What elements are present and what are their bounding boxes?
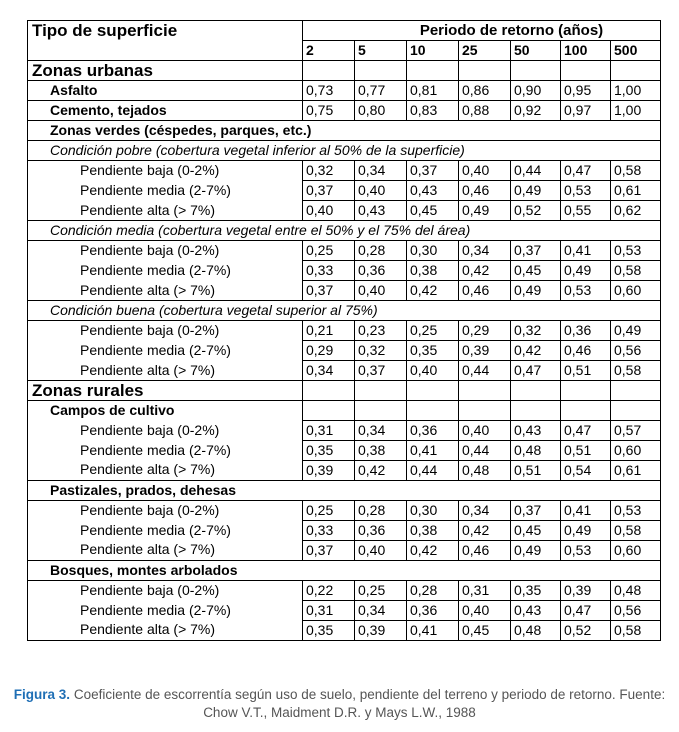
value-cell: 0,41 xyxy=(407,620,459,640)
row-label: Pendiente media (2-7%) xyxy=(28,600,303,620)
value-cell xyxy=(303,61,355,81)
row-label: Pastizales, prados, dehesas xyxy=(28,480,661,500)
row-label: Pendiente media (2-7%) xyxy=(28,440,303,460)
value-cell xyxy=(407,61,459,81)
header-row xyxy=(28,21,661,41)
value-cell: 0,35 xyxy=(407,341,459,361)
value-cell: 0,35 xyxy=(303,620,355,640)
table-row xyxy=(28,500,661,520)
value-cell: 0,48 xyxy=(511,620,561,640)
row-label: Pendiente alta (> 7%) xyxy=(28,201,303,221)
row-label: Asfalto xyxy=(28,81,303,101)
group-row xyxy=(28,221,661,241)
value-cell: 0,23 xyxy=(355,321,407,341)
zone-row xyxy=(28,61,661,81)
value-cell: 0,37 xyxy=(407,161,459,181)
row-label: Condición media (cobertura vegetal entre el 50% y el 75% del área) xyxy=(28,221,661,241)
value-cell: 0,43 xyxy=(355,201,407,221)
row-label: Pendiente alta (> 7%) xyxy=(28,620,303,640)
row-label: Pendiente media (2-7%) xyxy=(28,520,303,540)
figure-number: Figura 3. xyxy=(13,687,71,702)
value-cell: 0,58 xyxy=(611,620,661,640)
value-cell: 0,97 xyxy=(561,101,611,121)
value-cell: 0,34 xyxy=(303,361,355,381)
value-cell: 0,40 xyxy=(459,600,511,620)
row-label: Pendiente alta (> 7%) xyxy=(28,460,303,480)
value-cell: 0,37 xyxy=(511,500,561,520)
value-cell: 0,49 xyxy=(561,520,611,540)
value-cell: 0,61 xyxy=(611,460,661,480)
value-cell: 0,56 xyxy=(611,341,661,361)
value-cell: 0,60 xyxy=(611,540,661,560)
value-cell: 0,55 xyxy=(561,201,611,221)
value-cell: 0,37 xyxy=(511,241,561,261)
value-cell xyxy=(611,61,661,81)
value-cell: 0,40 xyxy=(459,420,511,440)
value-cell: 0,36 xyxy=(355,261,407,281)
value-cell: 1,00 xyxy=(611,81,661,101)
value-cell: 0,46 xyxy=(459,181,511,201)
value-cell: 0,40 xyxy=(355,281,407,301)
year-header-cell: 10 xyxy=(407,41,459,61)
table-row xyxy=(28,341,661,361)
value-cell: 0,45 xyxy=(407,201,459,221)
value-cell: 0,73 xyxy=(303,81,355,101)
value-cell: 0,53 xyxy=(561,181,611,201)
value-cell: 0,41 xyxy=(561,241,611,261)
value-cell: 0,42 xyxy=(355,460,407,480)
value-cell: 0,25 xyxy=(407,321,459,341)
value-cell: 0,35 xyxy=(303,440,355,460)
value-cell: 0,51 xyxy=(511,460,561,480)
value-cell: 1,00 xyxy=(611,101,661,121)
group-row xyxy=(28,401,661,421)
value-cell: 0,36 xyxy=(407,600,459,620)
value-cell: 0,53 xyxy=(611,241,661,261)
value-cell: 0,49 xyxy=(511,540,561,560)
row-label: Pendiente media (2-7%) xyxy=(28,181,303,201)
value-cell: 0,45 xyxy=(511,520,561,540)
value-cell xyxy=(355,401,407,421)
value-cell: 0,33 xyxy=(303,261,355,281)
value-cell: 0,37 xyxy=(303,181,355,201)
value-cell: 0,35 xyxy=(511,580,561,600)
value-cell: 0,48 xyxy=(611,580,661,600)
value-cell: 0,49 xyxy=(459,201,511,221)
year-header-cell: 100 xyxy=(561,41,611,61)
table-row xyxy=(28,201,661,221)
table-body xyxy=(28,21,661,641)
row-label: Pendiente baja (0-2%) xyxy=(28,241,303,261)
runoff-coefficient-table-container xyxy=(27,20,660,641)
value-cell xyxy=(611,401,661,421)
value-cell: 0,43 xyxy=(511,420,561,440)
group-row xyxy=(28,480,661,500)
year-header-cell: 25 xyxy=(459,41,511,61)
value-cell: 0,29 xyxy=(459,321,511,341)
value-cell: 0,41 xyxy=(407,440,459,460)
value-cell: 0,42 xyxy=(511,341,561,361)
value-cell: 0,38 xyxy=(407,261,459,281)
table-row xyxy=(28,580,661,600)
year-header-cell: 2 xyxy=(303,41,355,61)
table-row xyxy=(28,181,661,201)
value-cell: 0,44 xyxy=(459,361,511,381)
value-cell: 0,42 xyxy=(459,520,511,540)
value-cell: 0,21 xyxy=(303,321,355,341)
row-label: Campos de cultivo xyxy=(28,401,303,421)
value-cell: 0,49 xyxy=(561,261,611,281)
value-cell: 0,42 xyxy=(407,281,459,301)
value-cell: 0,40 xyxy=(355,540,407,560)
year-header-cell: 50 xyxy=(511,41,561,61)
value-cell: 0,40 xyxy=(407,361,459,381)
value-cell: 0,32 xyxy=(511,321,561,341)
table-row xyxy=(28,460,661,480)
value-cell: 0,38 xyxy=(355,440,407,460)
row-label: Pendiente alta (> 7%) xyxy=(28,540,303,560)
value-cell: 0,34 xyxy=(355,420,407,440)
value-cell: 0,30 xyxy=(407,500,459,520)
value-cell: 0,58 xyxy=(611,361,661,381)
value-cell: 0,36 xyxy=(561,321,611,341)
value-cell: 0,46 xyxy=(459,281,511,301)
year-header-cell: 500 xyxy=(611,41,661,61)
value-cell xyxy=(303,401,355,421)
value-cell: 0,40 xyxy=(303,201,355,221)
value-cell xyxy=(459,381,511,401)
value-cell: 0,40 xyxy=(355,181,407,201)
value-cell: 0,53 xyxy=(611,500,661,520)
value-cell: 0,22 xyxy=(303,580,355,600)
caption-text: Coeficiente de escorrentía según uso de suelo, pendiente del terreno y periodo de retorno. Fuente: Chow V.T., Maidment D.R. y Mays L.W., 1988 xyxy=(70,687,666,720)
value-cell: 0,37 xyxy=(303,281,355,301)
table-row xyxy=(28,81,661,101)
value-cell: 0,39 xyxy=(303,460,355,480)
value-cell: 0,80 xyxy=(355,101,407,121)
value-cell: 0,56 xyxy=(611,600,661,620)
value-cell: 0,48 xyxy=(459,460,511,480)
value-cell: 0,47 xyxy=(561,420,611,440)
row-label: Condición buena (cobertura vegetal superior al 75%) xyxy=(28,301,661,321)
value-cell: 0,42 xyxy=(407,540,459,560)
value-cell: 0,37 xyxy=(303,540,355,560)
group-row xyxy=(28,121,661,141)
value-cell: 0,47 xyxy=(511,361,561,381)
value-cell: 0,28 xyxy=(355,241,407,261)
row-label: Cemento, tejados xyxy=(28,101,303,121)
value-cell: 0,46 xyxy=(561,341,611,361)
zone-label: Zonas rurales xyxy=(28,381,303,401)
value-cell: 0,47 xyxy=(561,161,611,181)
value-cell: 0,37 xyxy=(355,361,407,381)
zone-label: Zonas urbanas xyxy=(28,61,303,81)
value-cell: 0,45 xyxy=(459,620,511,640)
value-cell: 0,48 xyxy=(511,440,561,460)
value-cell xyxy=(407,401,459,421)
zone-row xyxy=(28,381,661,401)
value-cell: 0,34 xyxy=(459,500,511,520)
row-label: Pendiente baja (0-2%) xyxy=(28,420,303,440)
value-cell: 0,46 xyxy=(459,540,511,560)
value-cell: 0,39 xyxy=(459,341,511,361)
value-cell: 0,30 xyxy=(407,241,459,261)
value-cell: 0,34 xyxy=(355,161,407,181)
table-row xyxy=(28,261,661,281)
value-cell: 0,40 xyxy=(459,161,511,181)
group-row xyxy=(28,301,661,321)
return-period-header: Periodo de retorno (años) xyxy=(303,21,661,41)
value-cell: 0,95 xyxy=(561,81,611,101)
value-cell: 0,28 xyxy=(407,580,459,600)
figure-caption xyxy=(0,686,679,722)
value-cell: 0,42 xyxy=(459,261,511,281)
value-cell: 0,39 xyxy=(355,620,407,640)
value-cell: 0,49 xyxy=(511,181,561,201)
value-cell xyxy=(459,401,511,421)
value-cell: 0,34 xyxy=(459,241,511,261)
value-cell: 0,57 xyxy=(611,420,661,440)
value-cell: 0,52 xyxy=(511,201,561,221)
table-row xyxy=(28,540,661,560)
value-cell: 0,44 xyxy=(407,460,459,480)
value-cell: 0,92 xyxy=(511,101,561,121)
value-cell xyxy=(407,381,459,401)
group-row xyxy=(28,560,661,580)
value-cell: 0,41 xyxy=(561,500,611,520)
table-row xyxy=(28,600,661,620)
value-cell: 0,75 xyxy=(303,101,355,121)
value-cell xyxy=(459,61,511,81)
table-row xyxy=(28,161,661,181)
value-cell: 0,33 xyxy=(303,520,355,540)
table-row xyxy=(28,281,661,301)
value-cell: 0,61 xyxy=(611,181,661,201)
value-cell: 0,36 xyxy=(355,520,407,540)
value-cell: 0,31 xyxy=(303,600,355,620)
value-cell: 0,51 xyxy=(561,361,611,381)
value-cell: 0,36 xyxy=(407,420,459,440)
value-cell: 0,32 xyxy=(355,341,407,361)
value-cell: 0,51 xyxy=(561,440,611,460)
value-cell: 0,25 xyxy=(355,580,407,600)
value-cell xyxy=(561,61,611,81)
table-row xyxy=(28,420,661,440)
value-cell: 0,44 xyxy=(459,440,511,460)
value-cell: 0,60 xyxy=(611,281,661,301)
value-cell: 0,52 xyxy=(561,620,611,640)
value-cell: 0,81 xyxy=(407,81,459,101)
group-row xyxy=(28,141,661,161)
value-cell: 0,53 xyxy=(561,540,611,560)
value-cell: 0,32 xyxy=(303,161,355,181)
table-row xyxy=(28,520,661,540)
table-row xyxy=(28,620,661,640)
value-cell: 0,38 xyxy=(407,520,459,540)
value-cell xyxy=(561,401,611,421)
row-label: Pendiente alta (> 7%) xyxy=(28,361,303,381)
row-label: Pendiente baja (0-2%) xyxy=(28,321,303,341)
value-cell xyxy=(355,61,407,81)
value-cell: 0,58 xyxy=(611,261,661,281)
value-cell: 0,53 xyxy=(561,281,611,301)
year-header-cell: 5 xyxy=(355,41,407,61)
value-cell xyxy=(511,61,561,81)
value-cell xyxy=(611,381,661,401)
row-label: Pendiente alta (> 7%) xyxy=(28,281,303,301)
value-cell xyxy=(511,401,561,421)
value-cell: 0,25 xyxy=(303,241,355,261)
value-cell: 0,34 xyxy=(355,600,407,620)
row-label: Pendiente baja (0-2%) xyxy=(28,161,303,181)
value-cell: 0,44 xyxy=(511,161,561,181)
value-cell: 0,49 xyxy=(611,321,661,341)
value-cell xyxy=(303,381,355,401)
table-row xyxy=(28,361,661,381)
value-cell: 0,77 xyxy=(355,81,407,101)
value-cell: 0,43 xyxy=(511,600,561,620)
value-cell: 0,60 xyxy=(611,440,661,460)
table-row xyxy=(28,440,661,460)
row-label: Zonas verdes (céspedes, parques, etc.) xyxy=(28,121,661,141)
row-label: Pendiente media (2-7%) xyxy=(28,261,303,281)
value-cell: 0,58 xyxy=(611,161,661,181)
value-cell: 0,86 xyxy=(459,81,511,101)
row-label: Condición pobre (cobertura vegetal inferior al 50% de la superficie) xyxy=(28,141,661,161)
value-cell: 0,31 xyxy=(303,420,355,440)
value-cell: 0,88 xyxy=(459,101,511,121)
table-row xyxy=(28,101,661,121)
value-cell: 0,31 xyxy=(459,580,511,600)
value-cell: 0,39 xyxy=(561,580,611,600)
table-row xyxy=(28,241,661,261)
value-cell: 0,90 xyxy=(511,81,561,101)
value-cell xyxy=(355,381,407,401)
row-label: Bosques, montes arbolados xyxy=(28,560,661,580)
value-cell: 0,49 xyxy=(511,281,561,301)
table-row xyxy=(28,321,661,341)
value-cell: 0,62 xyxy=(611,201,661,221)
value-cell: 0,29 xyxy=(303,341,355,361)
value-cell: 0,54 xyxy=(561,460,611,480)
surface-type-header: Tipo de superficie xyxy=(28,21,303,61)
row-label: Pendiente baja (0-2%) xyxy=(28,500,303,520)
value-cell: 0,43 xyxy=(407,181,459,201)
value-cell: 0,47 xyxy=(561,600,611,620)
runoff-coefficient-table xyxy=(27,20,661,641)
row-label: Pendiente baja (0-2%) xyxy=(28,580,303,600)
value-cell: 0,45 xyxy=(511,261,561,281)
value-cell xyxy=(561,381,611,401)
value-cell: 0,83 xyxy=(407,101,459,121)
value-cell: 0,28 xyxy=(355,500,407,520)
row-label: Pendiente media (2-7%) xyxy=(28,341,303,361)
value-cell: 0,58 xyxy=(611,520,661,540)
value-cell: 0,25 xyxy=(303,500,355,520)
value-cell xyxy=(511,381,561,401)
